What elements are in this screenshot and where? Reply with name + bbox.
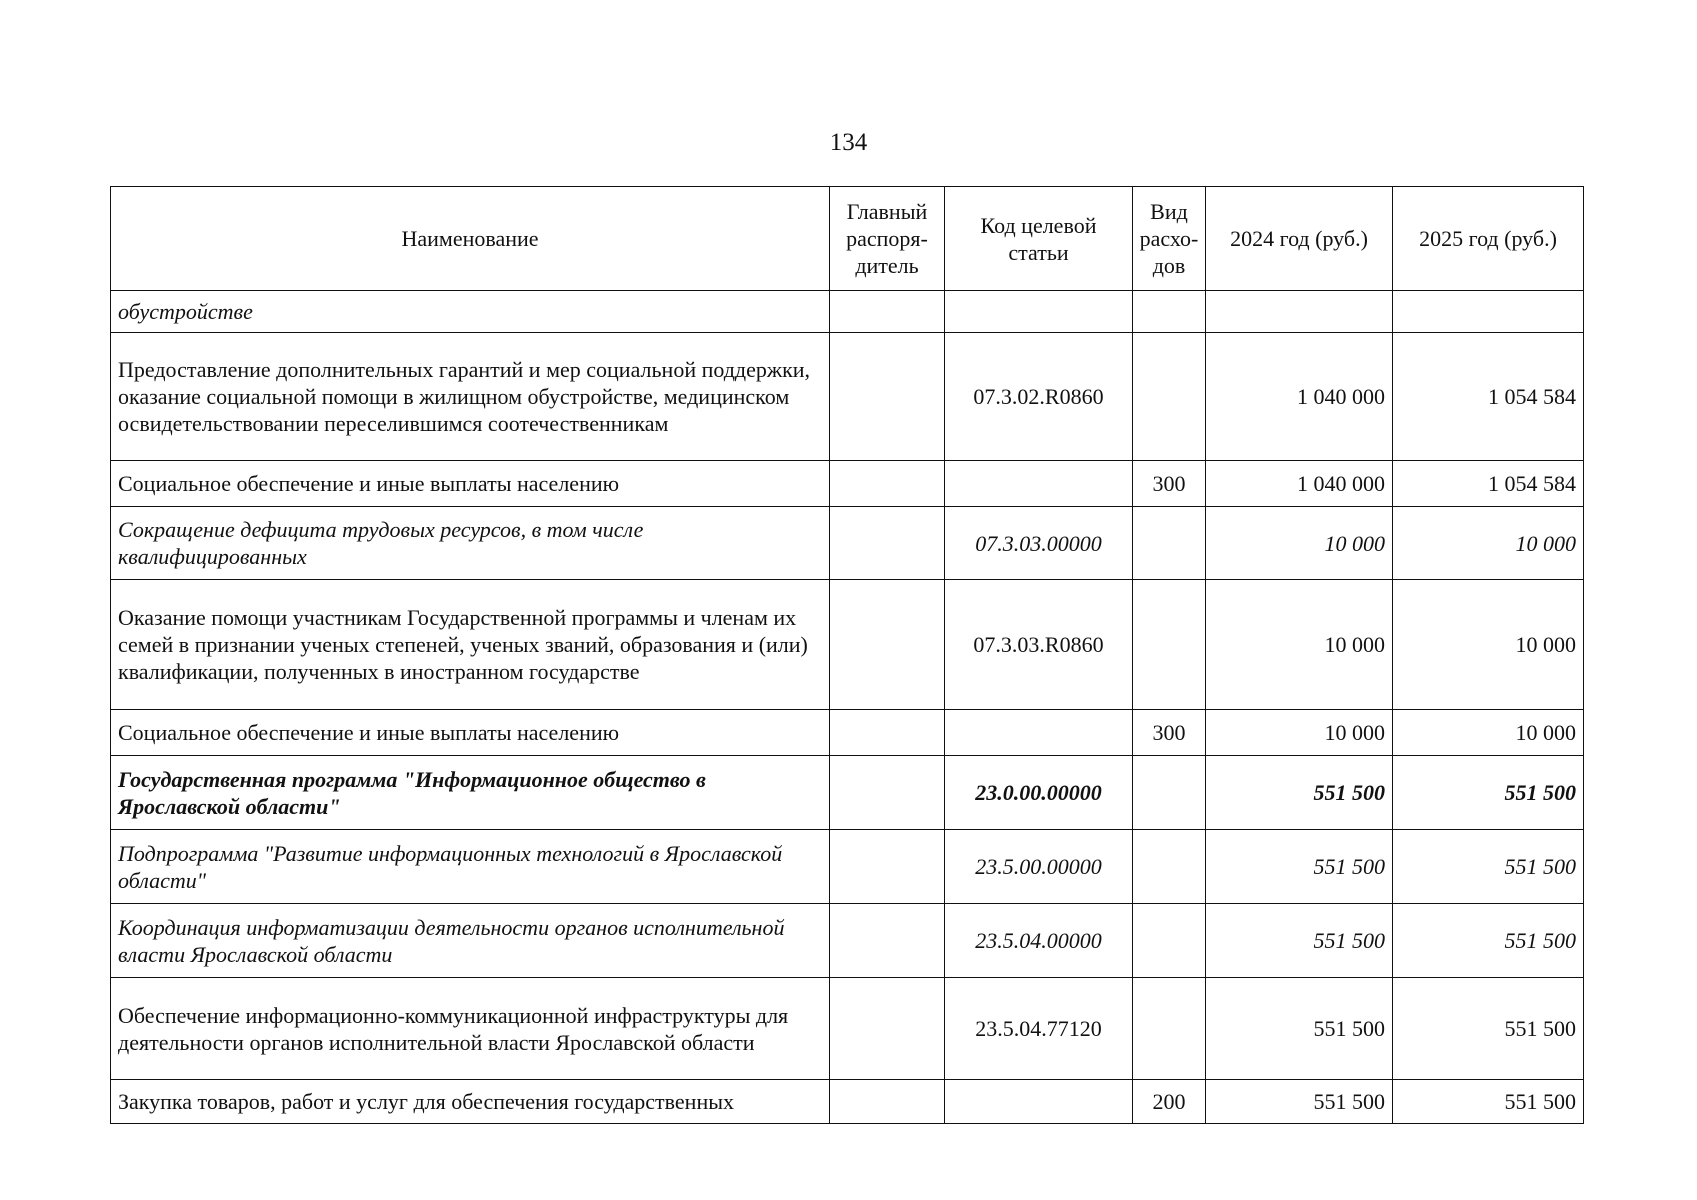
row-year-2025-cell: 551 500 — [1393, 978, 1584, 1080]
row-manager-cell — [830, 904, 945, 978]
row-kind-cell — [1133, 756, 1206, 830]
header-kind: Вид расхо-дов — [1133, 187, 1206, 291]
row-kind-cell — [1133, 830, 1206, 904]
budget-table — [110, 186, 1584, 1124]
row-kind-cell — [1133, 978, 1206, 1080]
row-kind-cell — [1133, 904, 1206, 978]
header-year-2025: 2025 год (руб.) — [1393, 187, 1584, 291]
row-year-2024-cell: 551 500 — [1206, 756, 1393, 830]
row-year-2024-cell: 10 000 — [1206, 580, 1393, 710]
row-year-2025-cell: 10 000 — [1393, 710, 1584, 756]
row-kind-cell: 200 — [1133, 1080, 1206, 1124]
row-code-cell — [945, 710, 1133, 756]
table-row — [111, 291, 1584, 333]
row-name-cell: Координация информатизации деятельности органов исполнительной власти Ярославской области — [111, 904, 830, 978]
row-kind-cell — [1133, 291, 1206, 333]
row-year-2024-cell: 551 500 — [1206, 1080, 1393, 1124]
table-row — [111, 830, 1584, 904]
row-code-cell: 07.3.03.00000 — [945, 507, 1133, 580]
row-name-cell: Сокращение дефицита трудовых ресурсов, в том числе квалифицированных — [111, 507, 830, 580]
row-code-cell: 23.5.04.00000 — [945, 904, 1133, 978]
row-year-2024-cell: 551 500 — [1206, 830, 1393, 904]
row-code-cell: 23.0.00.00000 — [945, 756, 1133, 830]
row-manager-cell — [830, 580, 945, 710]
row-kind-cell — [1133, 507, 1206, 580]
row-code-cell — [945, 291, 1133, 333]
table-row — [111, 333, 1584, 461]
row-year-2024-cell: 551 500 — [1206, 904, 1393, 978]
row-name-cell: Обеспечение информационно-коммуникационной инфраструктуры для деятельности органов исполнительной власти Ярославской области — [111, 978, 830, 1080]
row-year-2024-cell: 10 000 — [1206, 507, 1393, 580]
row-year-2025-cell: 551 500 — [1393, 1080, 1584, 1124]
row-manager-cell — [830, 507, 945, 580]
table-body — [111, 291, 1584, 1124]
row-kind-cell — [1133, 580, 1206, 710]
row-year-2024-cell: 10 000 — [1206, 710, 1393, 756]
table-row — [111, 461, 1584, 507]
table-row — [111, 904, 1584, 978]
header-name: Наименование — [111, 187, 830, 291]
row-manager-cell — [830, 333, 945, 461]
row-year-2025-cell: 10 000 — [1393, 507, 1584, 580]
row-kind-cell: 300 — [1133, 461, 1206, 507]
row-year-2024-cell — [1206, 291, 1393, 333]
row-manager-cell — [830, 461, 945, 507]
row-year-2025-cell: 551 500 — [1393, 904, 1584, 978]
row-name-cell: Оказание помощи участникам Государственной программы и членам их семей в признании ученых степеней, ученых званий, образования и (или) квалификации, полученных в иностранном государстве — [111, 580, 830, 710]
row-name-cell: Подпрограмма "Развитие информационных технологий в Ярославской области" — [111, 830, 830, 904]
row-year-2025-cell: 551 500 — [1393, 830, 1584, 904]
row-name-cell: Государственная программа "Информационное общество в Ярославской области" — [111, 756, 830, 830]
table-header-row — [111, 187, 1584, 291]
row-code-cell — [945, 1080, 1133, 1124]
table-row — [111, 978, 1584, 1080]
row-name-cell: Социальное обеспечение и иные выплаты населению — [111, 461, 830, 507]
table-row — [111, 756, 1584, 830]
row-manager-cell — [830, 830, 945, 904]
table-row — [111, 507, 1584, 580]
row-name-cell: обустройстве — [111, 291, 830, 333]
row-manager-cell — [830, 978, 945, 1080]
row-year-2025-cell: 1 054 584 — [1393, 461, 1584, 507]
row-name-cell: Социальное обеспечение и иные выплаты населению — [111, 710, 830, 756]
row-code-cell: 23.5.00.00000 — [945, 830, 1133, 904]
row-name-cell: Предоставление дополнительных гарантий и мер социальной поддержки, оказание социальной помощи в жилищном обустройстве, медицинском освидетельствовании переселившимся соотечественникам — [111, 333, 830, 461]
row-year-2024-cell: 1 040 000 — [1206, 461, 1393, 507]
row-code-cell — [945, 461, 1133, 507]
row-code-cell: 07.3.02.R0860 — [945, 333, 1133, 461]
row-year-2025-cell: 1 054 584 — [1393, 333, 1584, 461]
row-manager-cell — [830, 756, 945, 830]
row-year-2025-cell — [1393, 291, 1584, 333]
table-row — [111, 580, 1584, 710]
table-row — [111, 710, 1584, 756]
row-manager-cell — [830, 710, 945, 756]
row-year-2024-cell: 551 500 — [1206, 978, 1393, 1080]
row-year-2024-cell: 1 040 000 — [1206, 333, 1393, 461]
row-manager-cell — [830, 291, 945, 333]
header-year-2024: 2024 год (руб.) — [1206, 187, 1393, 291]
table-row — [111, 1080, 1584, 1124]
row-year-2025-cell: 551 500 — [1393, 756, 1584, 830]
row-manager-cell — [830, 1080, 945, 1124]
header-code: Код целевой статьи — [945, 187, 1133, 291]
row-code-cell: 23.5.04.77120 — [945, 978, 1133, 1080]
row-code-cell: 07.3.03.R0860 — [945, 580, 1133, 710]
row-kind-cell: 300 — [1133, 710, 1206, 756]
row-name-cell: Закупка товаров, работ и услуг для обеспечения государственных — [111, 1080, 830, 1124]
row-year-2025-cell: 10 000 — [1393, 580, 1584, 710]
row-kind-cell — [1133, 333, 1206, 461]
page-number: 134 — [829, 129, 868, 156]
header-manager: Главный распоря-дитель — [830, 187, 945, 291]
